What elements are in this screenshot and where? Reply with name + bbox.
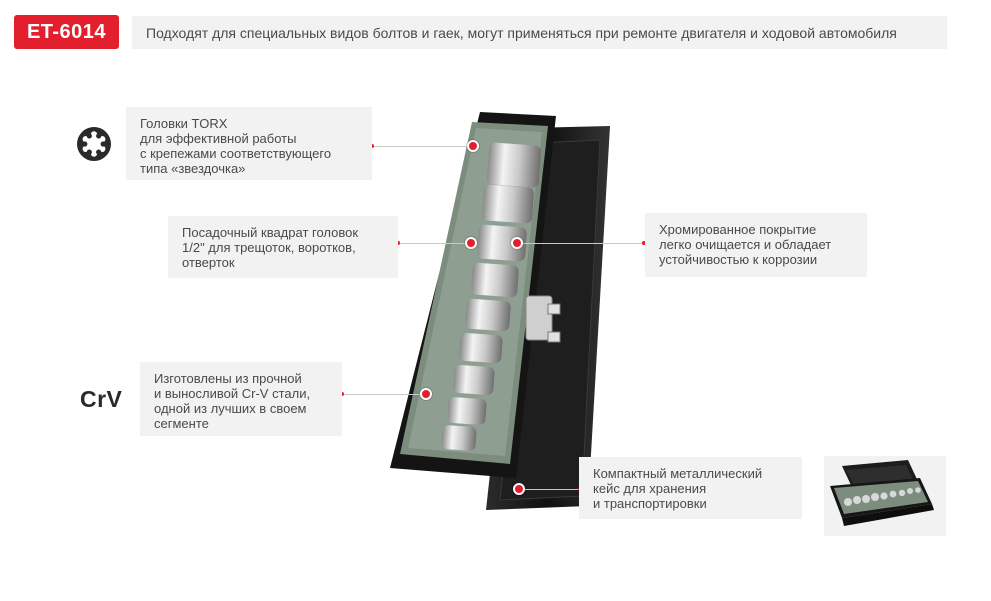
case-callout-line: Компактный металлический [593, 466, 763, 481]
crv-label: CrV [80, 386, 123, 412]
torx-callout-line: с крепежами соответствующего [140, 146, 332, 161]
torx-connector [372, 146, 472, 147]
chrome-callout [645, 213, 867, 277]
torx-star-icon [76, 126, 112, 162]
square-callout-line: Посадочный квадрат головок [182, 225, 359, 240]
case-connector [522, 489, 580, 490]
steel-pointer-dot [420, 388, 432, 400]
steel-callout-line: и выносливой Cr-V стали, [154, 386, 311, 401]
case-callout [579, 457, 802, 519]
open-case-image [824, 456, 946, 536]
chrome-callout-line: Хромированное покрытие [659, 222, 817, 237]
chrome-callout-line: легко очищается и обладает [659, 237, 832, 252]
torx-callout-line: Головки TORX [140, 116, 228, 131]
steel-connector [342, 394, 424, 395]
case-callout-line: кейс для хранения [593, 481, 707, 496]
square-connector [398, 243, 470, 244]
steel-callout [140, 362, 342, 436]
torx-callout [126, 107, 372, 180]
torx-callout-line: для эффективной работы [140, 131, 297, 146]
steel-callout-line: одной из лучших в своем [154, 401, 307, 416]
case-callout-line: и транспортировки [593, 496, 707, 511]
square-pointer-dot [465, 237, 477, 249]
open-case-thumbnail [824, 456, 946, 536]
square-callout-line: отверток [182, 255, 235, 270]
header-description: Подходят для специальных видов болтов и гаек, могут применяться при ремонте двигателя и ходовой автомобиля [132, 16, 947, 49]
socket-case-image [388, 108, 613, 513]
square-callout [168, 216, 398, 278]
torx-pointer-dot [467, 140, 479, 152]
chrome-pointer-dot [511, 237, 523, 249]
steel-callout-line: сегменте [154, 416, 209, 431]
case-pointer-dot [513, 483, 525, 495]
torx-callout-line: типа «звездочка» [140, 161, 246, 176]
chrome-callout-line: устойчивостью к коррозии [659, 252, 818, 267]
model-badge: ET-6014 [14, 15, 119, 49]
chrome-connector [518, 243, 646, 244]
square-callout-line: 1/2" для трещоток, воротков, [182, 240, 356, 255]
steel-callout-line: Изготовлены из прочной [154, 371, 302, 386]
